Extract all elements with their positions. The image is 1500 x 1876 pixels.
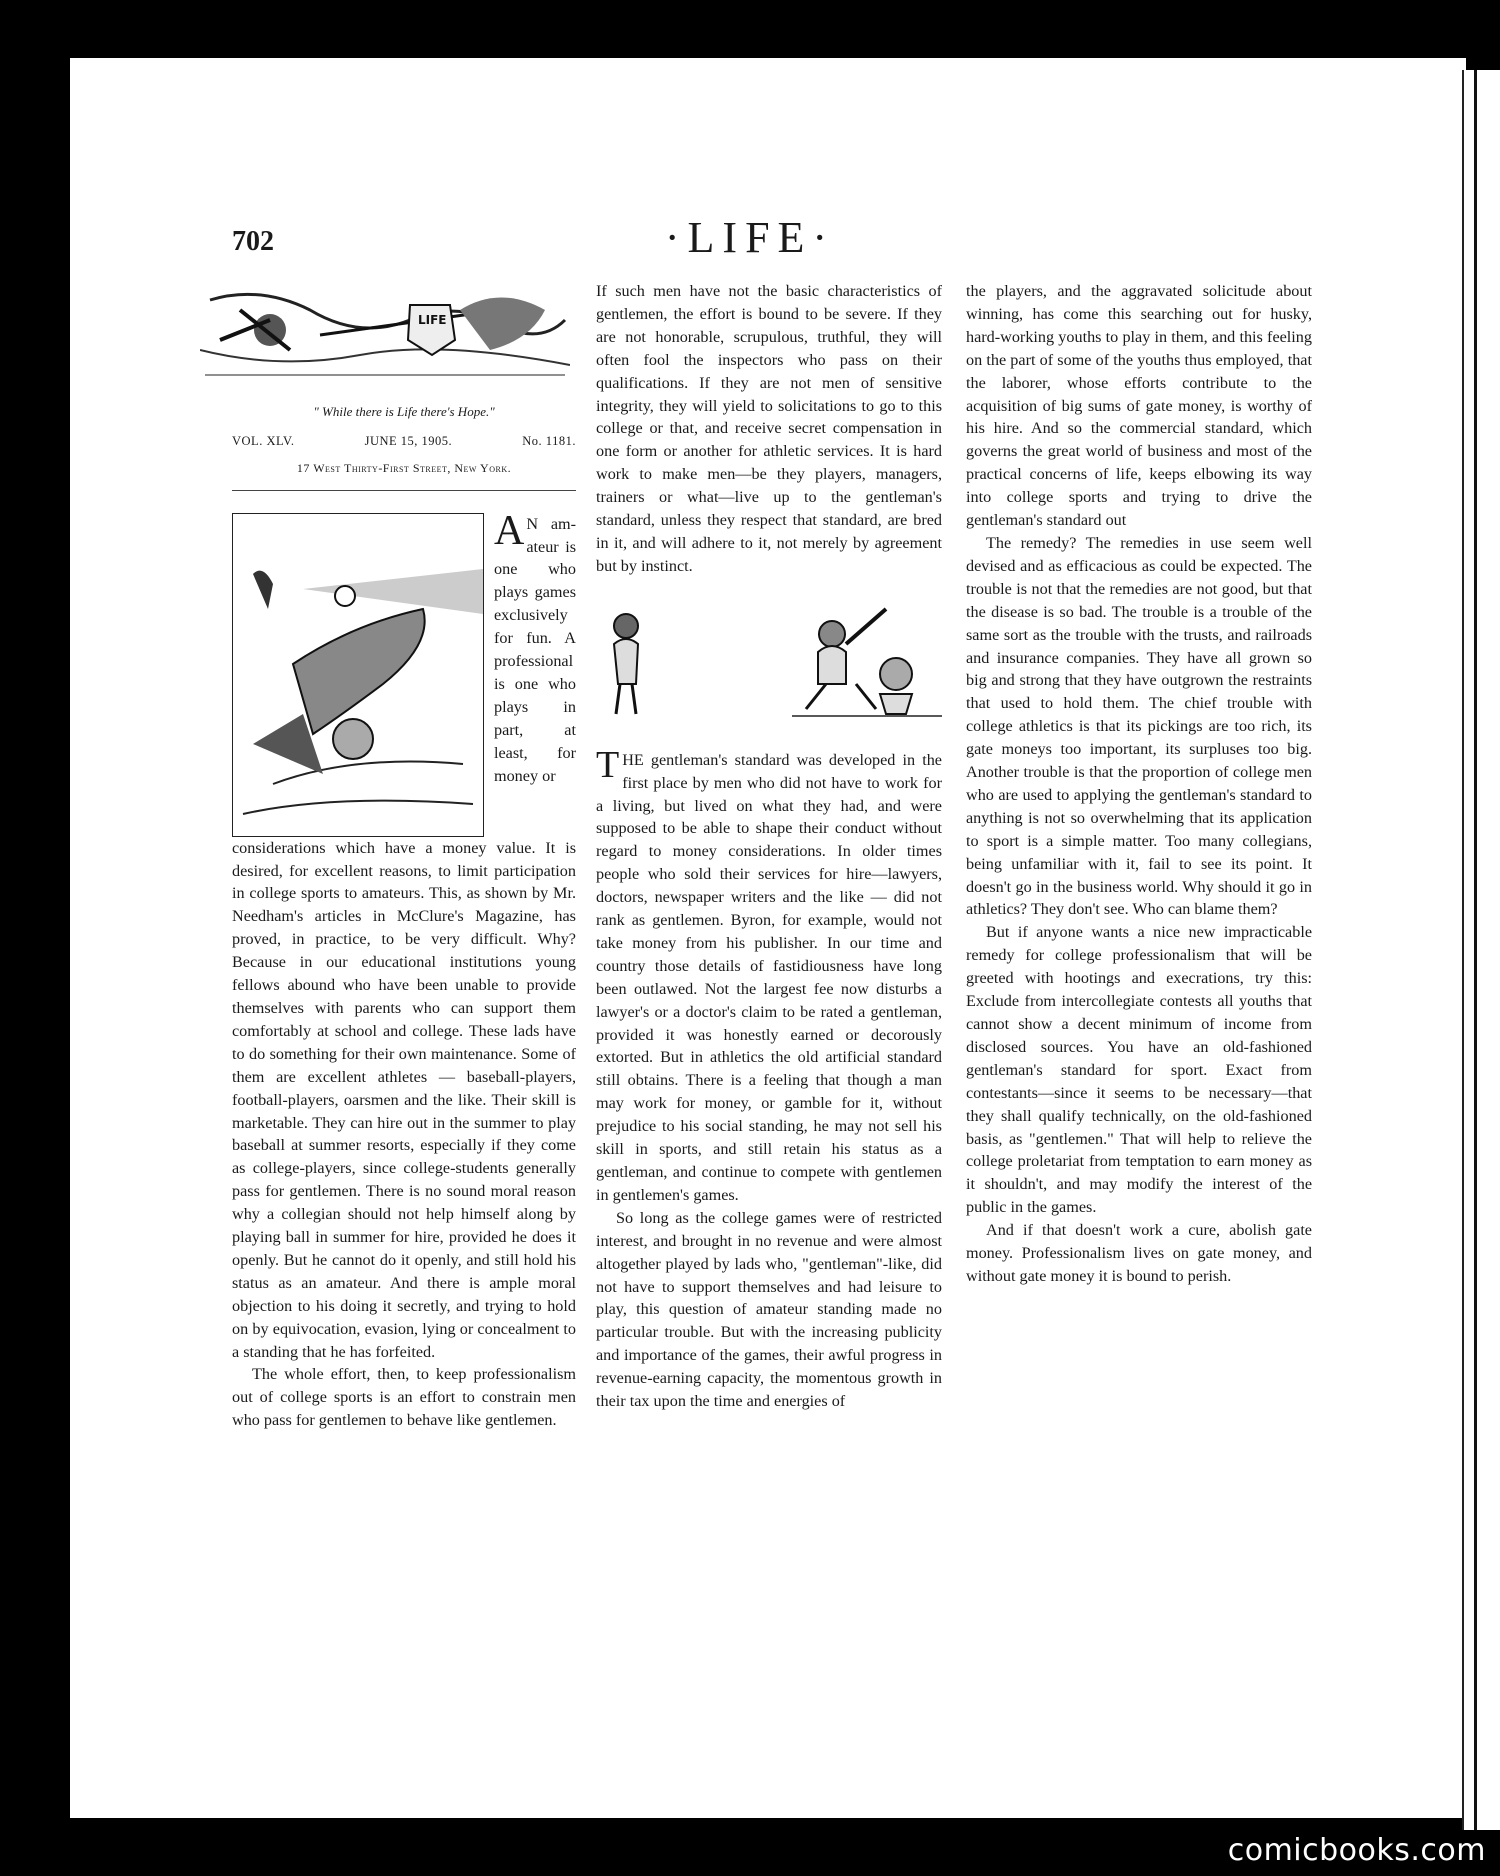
masthead-title: ·LIFE·: [664, 213, 836, 262]
watermark-text: comicbooks.com: [1227, 1833, 1486, 1868]
issue-date: JUNE 15, 1905.: [364, 433, 453, 448]
lead-drop-cap: A: [494, 507, 525, 554]
masthead-banner-illustration: [200, 280, 570, 390]
column-2: [596, 280, 942, 1413]
col2-paragraph: [596, 743, 942, 1207]
column-3: [966, 280, 1312, 1288]
col3-paragraph: the players, and the aggravated solicitude about winning, has come this searching out for husky, hard-working youths to play in them, and this feeling on the part of some of the youths thus employed, that the laborer, whose efforts contribute to the acquisition of big sums of gate money, is worthy of his hire. And so the commercial standard, which governs the great world of business and most of the practical concerns of life, keeps elbowing its way into college sports and trying to drive the gentleman's standard out: [966, 282, 1312, 530]
page-number: 702: [232, 226, 274, 257]
col1-paragraph: considerations which have a money value. It is desired, for excellent reasons, to limit participation in college sports to amateurs. This, as shown by Mr. Needham's articles in McClure's Magazine, has proved, in practice, to be very difficult. Why? Because in our educational institutions young fellows abound who have been unable to provide themselves with parents who can support them comfortably at school and college. These lads have to do something for their own maintenance. Some of them are excellent athletes — baseball-players, football-players, oarsmen and the like. Their skill is marketable. They can hire out in the summer to play baseball at summer resorts, especially if they come as college-players, since college-students generally pass for gentlemen. There is no sound moral reason why a collegian should not help himself along by playing ball in summer for hire, provided he does it openly. But he cannot do it openly, and still hold his status as an amateur. And there is ample moral objection to his doing it secretly, and trying to hold on by equivocation, evasion, lying or concealment to a standing that he has forfeited.: [232, 838, 576, 1361]
col3-paragraph: The remedy? The remedies in use seem well devised and as efficacious as could be expected. The trouble is not that the remedies are not good, but that the disease is so bad. The trouble is a trouble of the same sort as the trouble with the trusts, and railroads and insurance companies. They have all grown so big and strong that they have outgrown the restraints that used to hold them. The chief trouble with college athletics is that its pickings are too rich, its gate moneys too important, its surpluses too big. Another trouble is that the proportion of college men who are used to applying the gentleman's standard to anything is not so overwhelming that its application to sport is a simple matter. Too many collegians, being unfamiliar with it, fail to see its point. It doesn't go in the business world. Why should it go in athletics? They don't see. Who can blame them?: [966, 533, 1312, 919]
banner-life-label: LIFE: [418, 313, 447, 327]
column-1: [232, 280, 576, 1432]
lead-block: [232, 507, 576, 837]
volume-number: VOL. XLV.: [232, 433, 295, 448]
baseball-slide-illustration: [232, 513, 484, 837]
masthead-motto: " While there is Life there's Hope.": [313, 403, 495, 419]
issue-line: [232, 430, 576, 453]
col2-paragraph-text: HE gentleman's standard was developed in the first place by men who did not have to work for a living, but lived on what they had, and were supposed to be able to shape their conduct without regard to money considerations. In older times people who sold their services for hire—lawyers, doctors, newspaper writers and the like — did not rank as gentlemen. Byron, for example, would not take money from his publisher. In our time and country those details of fastidiousness have long been outlawed. Not the largest fee now disturbs a lawyer's or a doctor's claim to be rated a gentleman, provided it was honestly earned or decorously extorted. But in athletics the old artificial standard still obtains. There is a feeling that though a man may work for money, or gamble for it, without prejudice to his social standing, he may not sell his skill in sports, and still retain his status as a gentleman, and continue to compete with gentlemen in gentlemen's games.: [596, 750, 942, 1204]
col2-paragraph: If such men have not the basic characteristics of gentlemen, the effort is bound to be severe. If they are not honorable, scrupulous, truthful, they will often fool the inspectors who pass on their qualifications. If they are not men of sensitive integrity, they will yield to solicitations to go to this college or that, and receive secret compensation in one form or another for athletic services. It is hard work to make men—be they players, managers, trainers or what—live up to the gentleman's standard, unless they respect that standard, are bred in it, and will adhere to it, not merely by agreement but by instinct.: [596, 282, 942, 575]
cartoon-ballplayers-illustration: [596, 604, 942, 724]
lead-paragraph: [494, 507, 576, 837]
col1-paragraph: The whole effort, then, to keep professionalism out of college sports is an effort to constrain men who pass for gentlemen to behave like gentlemen.: [232, 1365, 576, 1430]
col2-drop-cap: T: [596, 743, 620, 786]
col2-paragraph: So long as the college games were of restricted interest, and brought in no revenue and were almost altogether played by lads who, "gentleman"-like, did not have to support themselves and had leisure to play, this question of amateur standing made no particular trouble. But with the increasing publicity and importance of the games, their awful progress in revenue-earning capacity, the momentous growth in their tax upon the time and energies of: [596, 1208, 942, 1411]
issue-number: No. 1181.: [522, 433, 576, 448]
next-page-edge: [1462, 70, 1500, 1830]
publisher-address: 17 West Thirty-First Street, New York.: [232, 457, 576, 491]
col3-paragraph: And if that doesn't work a cure, abolish gate money. Professionalism lives on gate money, and without gate money it is bound to perish.: [966, 1221, 1312, 1285]
lead-text: N am-ateur is one who plays games exclusively for fun. A professional is one who plays in part, at least, for money or: [494, 514, 576, 785]
col3-paragraph: But if anyone wants a nice new impracticable remedy for college professionalism that will be greeted with hootings and execrations, try this: Exclude from intercollegiate contests all youths that cannot show a decent minimum of income from disclosed sources. You have an old-fashioned gentleman's standard for sport. Exact from contestants—since it seems to be necessary—that they shall qualify technically, on the old-fashioned basis, as "gentlemen." That will help to relieve the college proletariat from temptation to earn money as it shouldn't, and may modify the interest of the public in the games.: [966, 923, 1312, 1217]
